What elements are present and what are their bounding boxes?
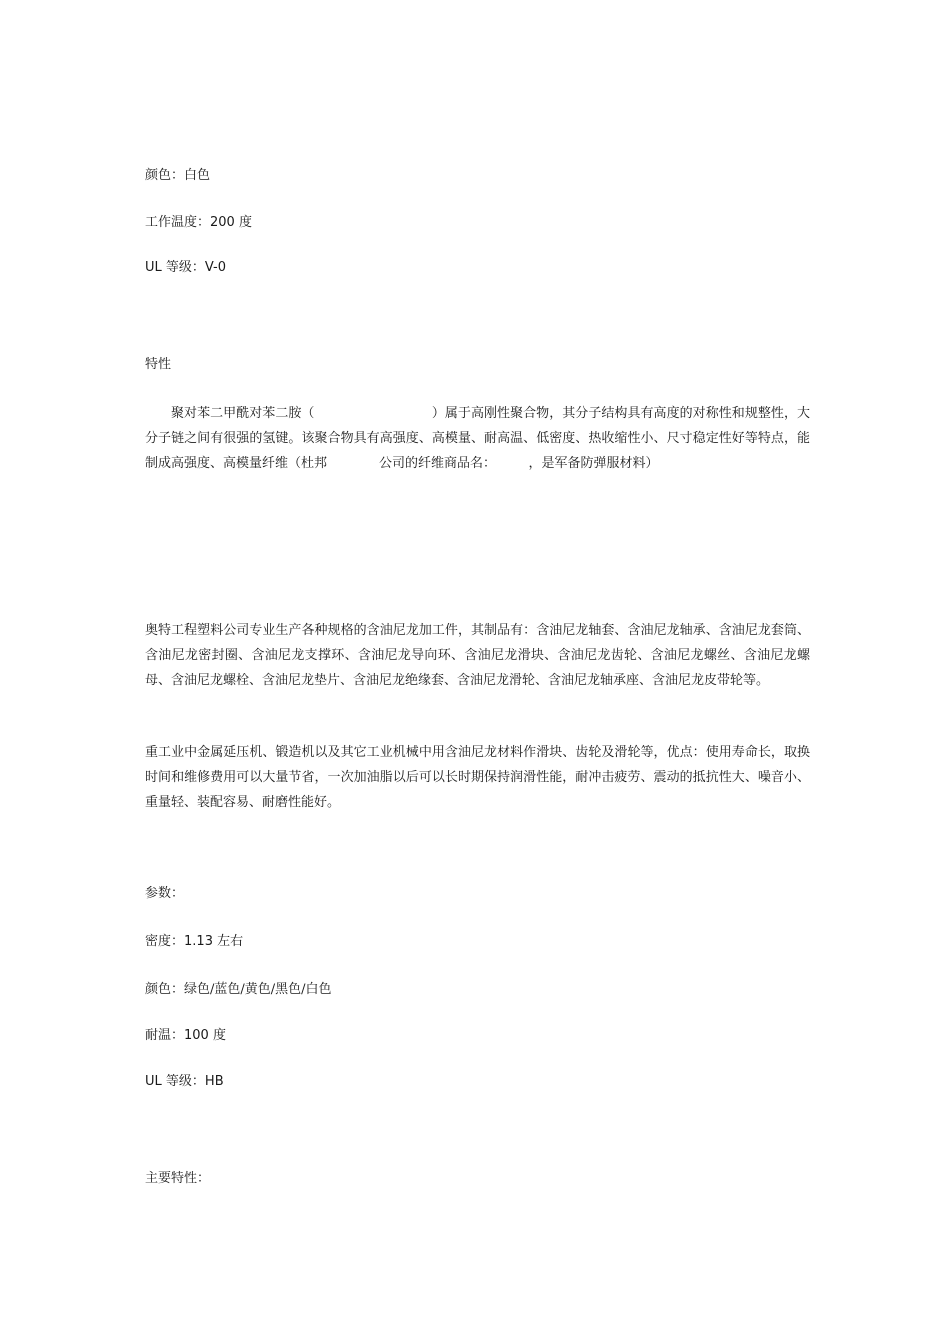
ul-label: UL	[145, 260, 162, 275]
params-ul-grade-line	[145, 1072, 224, 1092]
work-temp-unit: 度	[238, 215, 252, 230]
color-line	[145, 166, 210, 186]
heat-value: 100	[184, 1028, 209, 1043]
heat-unit: 度	[212, 1028, 226, 1043]
main-features-heading	[145, 1169, 210, 1189]
params-heading-text: 参数：	[145, 886, 185, 901]
ul-text: 等级：	[165, 260, 205, 275]
oil-nylon-usage-paragraph: 重工业中金属延压机、锻造机以及其它工业机械中用含油尼龙材料作滑块、齿轮及滑轮等，优点：使用寿命长，取换时间和维修费用可以大量节省，一次加油脂以后可以长时期保持润滑性能，耐冲击疲劳、震动的抵抗性大、噪音小、重量轻、装配容易、耐磨性能好。	[145, 745, 810, 810]
params-ul-label: UL	[145, 1074, 162, 1089]
density-suffix: 左右	[217, 934, 244, 949]
characteristics-heading	[145, 355, 171, 375]
params-heading	[145, 884, 184, 904]
characteristics-paragraph: 聚对苯二甲酰对苯二胺（ ）属于高刚性聚合物，其分子结构具有高度的对称性和规整性，大分子链之间有很强的氢键。该聚合物具有高强度、高模量、耐高温、低密度、热收缩性小、尺寸稳定性好等特点，能制成高强度、高模量纤维（杜邦 公司的纤维商品名： ，是军备防弹服材料）	[145, 406, 810, 471]
colors-line	[145, 980, 332, 1000]
density-line	[145, 932, 243, 952]
ul-value: V-0	[204, 260, 227, 275]
work-temp-line	[145, 213, 252, 233]
heat-label: 耐温：	[145, 1028, 185, 1043]
density-label: 密度：	[145, 934, 185, 949]
work-temp-label: 工作温度：	[145, 215, 211, 230]
main-features-heading-text: 主要特性：	[145, 1171, 211, 1186]
colors-text: 颜色：绿色/蓝色/黄色/黑色/白色	[145, 982, 332, 997]
params-ul-value: HB	[204, 1074, 224, 1089]
oil-nylon-intro-paragraph: 奥特工程塑料公司专业生产各种规格的含油尼龙加工件，其制品有：含油尼龙轴套、含油尼龙轴承、含油尼龙套筒、含油尼龙密封圈、含油尼龙支撑环、含油尼龙导向环、含油尼龙滑块、含油尼龙齿轮、含油尼龙螺丝、含油尼龙螺母、含油尼龙螺栓、含油尼龙垫片、含油尼龙绝缘套、含油尼龙滑轮、含油尼龙轴承座、含油尼龙皮带轮等。	[145, 623, 810, 688]
heat-resistance-line	[145, 1026, 226, 1046]
ul-grade-line	[145, 258, 226, 278]
work-temp-value: 200	[210, 215, 235, 230]
color-text: 颜色：白色	[145, 168, 211, 183]
density-value: 1.13	[184, 934, 213, 949]
characteristics-heading-text: 特性	[145, 357, 172, 372]
params-ul-text: 等级：	[165, 1074, 205, 1089]
